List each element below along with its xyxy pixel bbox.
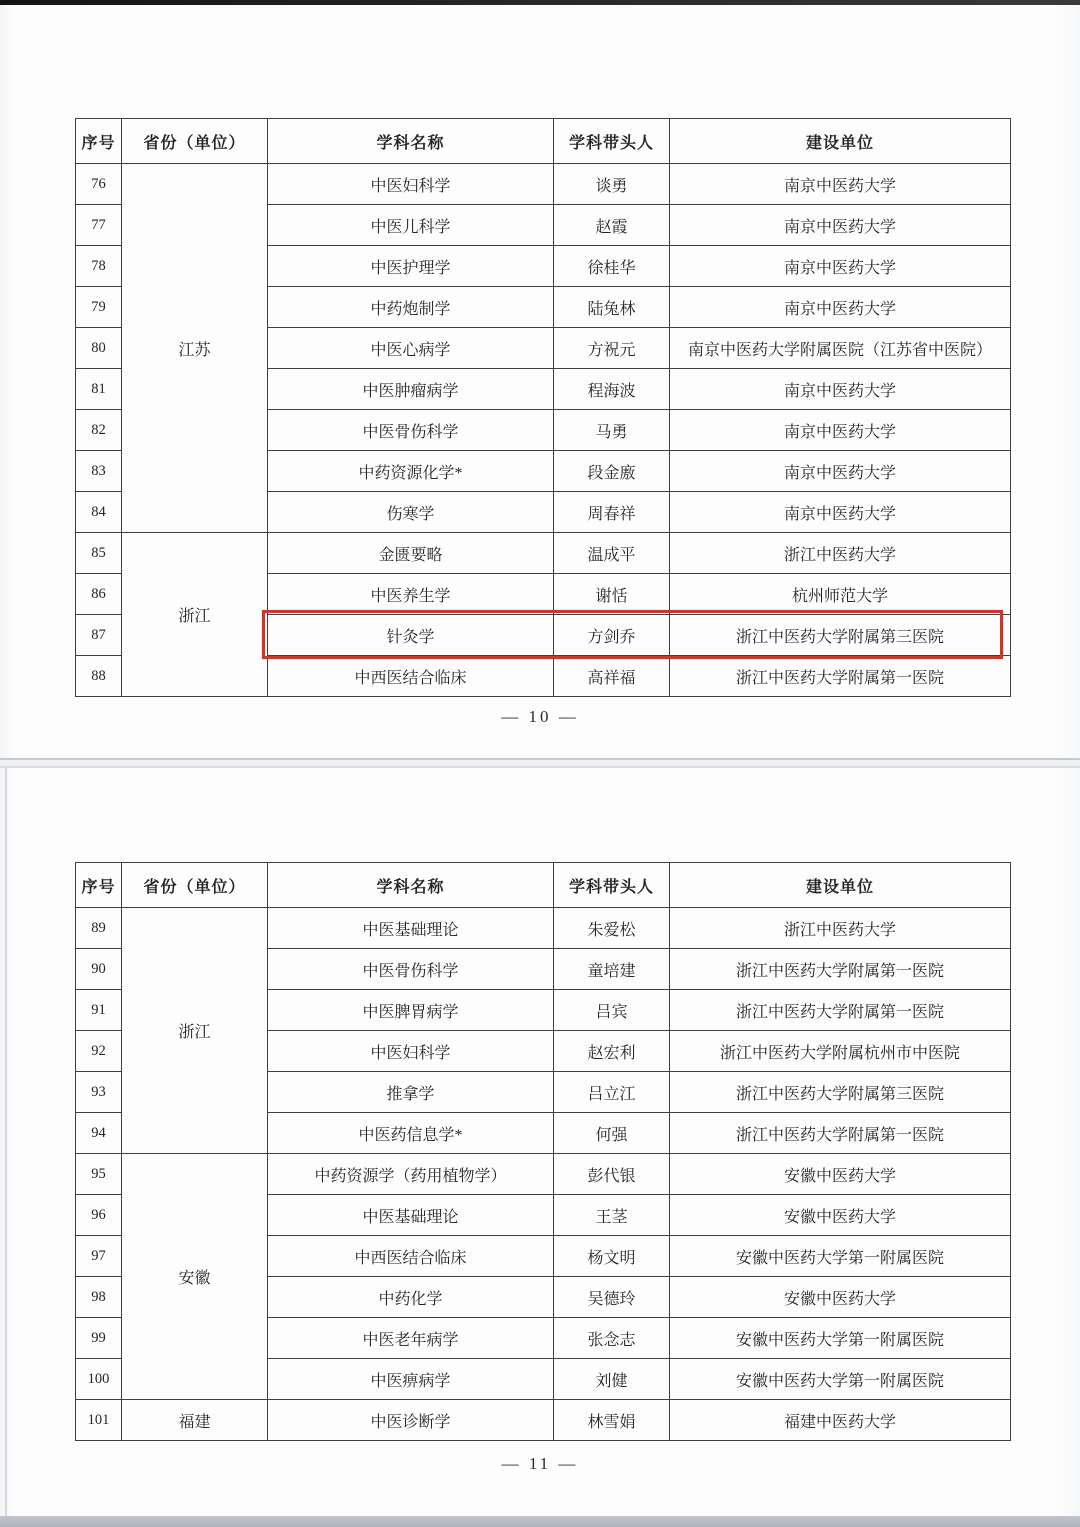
leader-cell: 朱爱松 bbox=[554, 908, 670, 949]
unit-cell: 南京中医药大学 bbox=[670, 287, 1011, 328]
unit-cell: 浙江中医药大学附属第一医院 bbox=[670, 990, 1011, 1031]
discipline-cell: 中医药信息学* bbox=[268, 1113, 554, 1154]
table-row bbox=[76, 908, 1011, 949]
row-number-cell: 93 bbox=[76, 1072, 122, 1113]
table-wrap-page-10 bbox=[75, 118, 1010, 697]
column-header: 学科名称 bbox=[268, 863, 554, 908]
leader-cell: 赵霞 bbox=[554, 205, 670, 246]
discipline-cell: 中药化学 bbox=[268, 1277, 554, 1318]
row-number-cell: 94 bbox=[76, 1113, 122, 1154]
column-header: 省份（单位） bbox=[122, 119, 268, 164]
discipline-cell: 针灸学 bbox=[268, 615, 554, 656]
leader-cell: 吕立江 bbox=[554, 1072, 670, 1113]
unit-cell: 浙江中医药大学附属杭州市中医院 bbox=[670, 1031, 1011, 1072]
unit-cell: 安徽中医药大学 bbox=[670, 1277, 1011, 1318]
province-cell: 江苏 bbox=[122, 164, 268, 533]
disciplines-table-page-11 bbox=[75, 862, 1011, 1441]
unit-cell: 安徽中医药大学第一附属医院 bbox=[670, 1236, 1011, 1277]
discipline-cell: 中西医结合临床 bbox=[268, 1236, 554, 1277]
column-header: 学科带头人 bbox=[554, 119, 670, 164]
leader-cell: 周春祥 bbox=[554, 492, 670, 533]
row-number-cell: 96 bbox=[76, 1195, 122, 1236]
unit-cell: 杭州师范大学 bbox=[670, 574, 1011, 615]
province-cell: 安徽 bbox=[122, 1154, 268, 1400]
row-number-cell: 80 bbox=[76, 328, 122, 369]
column-header: 序号 bbox=[76, 119, 122, 164]
table-wrap-page-11 bbox=[75, 862, 1010, 1441]
disciplines-table-page-10 bbox=[75, 118, 1011, 697]
leader-cell: 温成平 bbox=[554, 533, 670, 574]
leader-cell: 王茎 bbox=[554, 1195, 670, 1236]
row-number-cell: 97 bbox=[76, 1236, 122, 1277]
row-number-cell: 99 bbox=[76, 1318, 122, 1359]
leader-cell: 吕宾 bbox=[554, 990, 670, 1031]
column-header: 省份（单位） bbox=[122, 863, 268, 908]
leader-cell: 谈勇 bbox=[554, 164, 670, 205]
header-row bbox=[76, 119, 1011, 164]
row-number-cell: 98 bbox=[76, 1277, 122, 1318]
province-cell: 福建 bbox=[122, 1400, 268, 1441]
discipline-cell: 伤寒学 bbox=[268, 492, 554, 533]
row-number-cell: 100 bbox=[76, 1359, 122, 1400]
leader-cell: 张念志 bbox=[554, 1318, 670, 1359]
scan-bottom-edge bbox=[0, 1516, 1080, 1527]
discipline-cell: 推拿学 bbox=[268, 1072, 554, 1113]
row-number-cell: 101 bbox=[76, 1400, 122, 1441]
row-number-cell: 83 bbox=[76, 451, 122, 492]
row-number-cell: 84 bbox=[76, 492, 122, 533]
column-header: 学科名称 bbox=[268, 119, 554, 164]
unit-cell: 安徽中医药大学第一附属医院 bbox=[670, 1318, 1011, 1359]
unit-cell: 安徽中医药大学 bbox=[670, 1195, 1011, 1236]
discipline-cell: 金匮要略 bbox=[268, 533, 554, 574]
discipline-cell: 中医痹病学 bbox=[268, 1359, 554, 1400]
discipline-cell: 中医心病学 bbox=[268, 328, 554, 369]
discipline-cell: 中医诊断学 bbox=[268, 1400, 554, 1441]
row-number-cell: 89 bbox=[76, 908, 122, 949]
page-11 bbox=[0, 766, 1080, 1518]
unit-cell: 浙江中医药大学附属第一医院 bbox=[670, 656, 1011, 697]
unit-cell: 浙江中医药大学附属第一医院 bbox=[670, 1113, 1011, 1154]
discipline-cell: 中医骨伤科学 bbox=[268, 949, 554, 990]
discipline-cell: 中医妇科学 bbox=[268, 164, 554, 205]
unit-cell: 南京中医药大学 bbox=[670, 205, 1011, 246]
column-header: 学科带头人 bbox=[554, 863, 670, 908]
leader-cell: 吴德玲 bbox=[554, 1277, 670, 1318]
discipline-cell: 中医肿瘤病学 bbox=[268, 369, 554, 410]
discipline-cell: 中医妇科学 bbox=[268, 1031, 554, 1072]
header-row bbox=[76, 863, 1011, 908]
leader-cell: 陆兔林 bbox=[554, 287, 670, 328]
unit-cell: 浙江中医药大学 bbox=[670, 533, 1011, 574]
discipline-cell: 中药资源学（药用植物学） bbox=[268, 1154, 554, 1195]
province-cell: 浙江 bbox=[122, 533, 268, 697]
discipline-cell: 中医护理学 bbox=[268, 246, 554, 287]
row-number-cell: 91 bbox=[76, 990, 122, 1031]
leader-cell: 徐桂华 bbox=[554, 246, 670, 287]
page-10 bbox=[0, 5, 1080, 760]
leader-cell: 杨文明 bbox=[554, 1236, 670, 1277]
discipline-cell: 中药资源化学* bbox=[268, 451, 554, 492]
column-header: 建设单位 bbox=[670, 119, 1011, 164]
unit-cell: 南京中医药大学 bbox=[670, 492, 1011, 533]
row-number-cell: 81 bbox=[76, 369, 122, 410]
unit-cell: 南京中医药大学 bbox=[670, 451, 1011, 492]
row-number-cell: 82 bbox=[76, 410, 122, 451]
leader-cell: 何强 bbox=[554, 1113, 670, 1154]
leader-cell: 童培建 bbox=[554, 949, 670, 990]
leader-cell: 方剑乔 bbox=[554, 615, 670, 656]
discipline-cell: 中医基础理论 bbox=[268, 908, 554, 949]
row-number-cell: 90 bbox=[76, 949, 122, 990]
unit-cell: 南京中医药大学 bbox=[670, 369, 1011, 410]
table-row bbox=[76, 1154, 1011, 1195]
discipline-cell: 中医脾胃病学 bbox=[268, 990, 554, 1031]
row-number-cell: 87 bbox=[76, 615, 122, 656]
unit-cell: 福建中医药大学 bbox=[670, 1400, 1011, 1441]
row-number-cell: 78 bbox=[76, 246, 122, 287]
row-number-cell: 86 bbox=[76, 574, 122, 615]
page-number-11: — 11 — bbox=[501, 1454, 579, 1473]
page-number-10: — 10 — bbox=[501, 707, 579, 726]
row-number-cell: 77 bbox=[76, 205, 122, 246]
table-row bbox=[76, 164, 1011, 205]
province-cell: 浙江 bbox=[122, 908, 268, 1154]
discipline-cell: 中医老年病学 bbox=[268, 1318, 554, 1359]
unit-cell: 安徽中医药大学第一附属医院 bbox=[670, 1359, 1011, 1400]
unit-cell: 南京中医药大学附属医院（江苏省中医院） bbox=[670, 328, 1011, 369]
unit-cell: 浙江中医药大学附属第三医院 bbox=[670, 1072, 1011, 1113]
leader-cell: 程海波 bbox=[554, 369, 670, 410]
row-number-cell: 95 bbox=[76, 1154, 122, 1195]
leader-cell: 马勇 bbox=[554, 410, 670, 451]
leader-cell: 彭代银 bbox=[554, 1154, 670, 1195]
column-header: 序号 bbox=[76, 863, 122, 908]
unit-cell: 浙江中医药大学 bbox=[670, 908, 1011, 949]
discipline-cell: 中医儿科学 bbox=[268, 205, 554, 246]
leader-cell: 林雪娟 bbox=[554, 1400, 670, 1441]
row-number-cell: 85 bbox=[76, 533, 122, 574]
leader-cell: 段金廒 bbox=[554, 451, 670, 492]
row-number-cell: 88 bbox=[76, 656, 122, 697]
column-header: 建设单位 bbox=[670, 863, 1011, 908]
row-number-cell: 76 bbox=[76, 164, 122, 205]
table-row bbox=[76, 533, 1011, 574]
unit-cell: 南京中医药大学 bbox=[670, 410, 1011, 451]
leader-cell: 方祝元 bbox=[554, 328, 670, 369]
discipline-cell: 中医养生学 bbox=[268, 574, 554, 615]
row-number-cell: 92 bbox=[76, 1031, 122, 1072]
leader-cell: 赵宏利 bbox=[554, 1031, 670, 1072]
discipline-cell: 中药炮制学 bbox=[268, 287, 554, 328]
leader-cell: 高祥福 bbox=[554, 656, 670, 697]
discipline-cell: 中医基础理论 bbox=[268, 1195, 554, 1236]
unit-cell: 浙江中医药大学附属第三医院 bbox=[670, 615, 1011, 656]
unit-cell: 安徽中医药大学 bbox=[670, 1154, 1011, 1195]
leader-cell: 刘健 bbox=[554, 1359, 670, 1400]
leader-cell: 谢恬 bbox=[554, 574, 670, 615]
discipline-cell: 中医骨伤科学 bbox=[268, 410, 554, 451]
discipline-cell: 中西医结合临床 bbox=[268, 656, 554, 697]
unit-cell: 浙江中医药大学附属第一医院 bbox=[670, 949, 1011, 990]
unit-cell: 南京中医药大学 bbox=[670, 164, 1011, 205]
row-number-cell: 79 bbox=[76, 287, 122, 328]
table-row bbox=[76, 1400, 1011, 1441]
unit-cell: 南京中医药大学 bbox=[670, 246, 1011, 287]
